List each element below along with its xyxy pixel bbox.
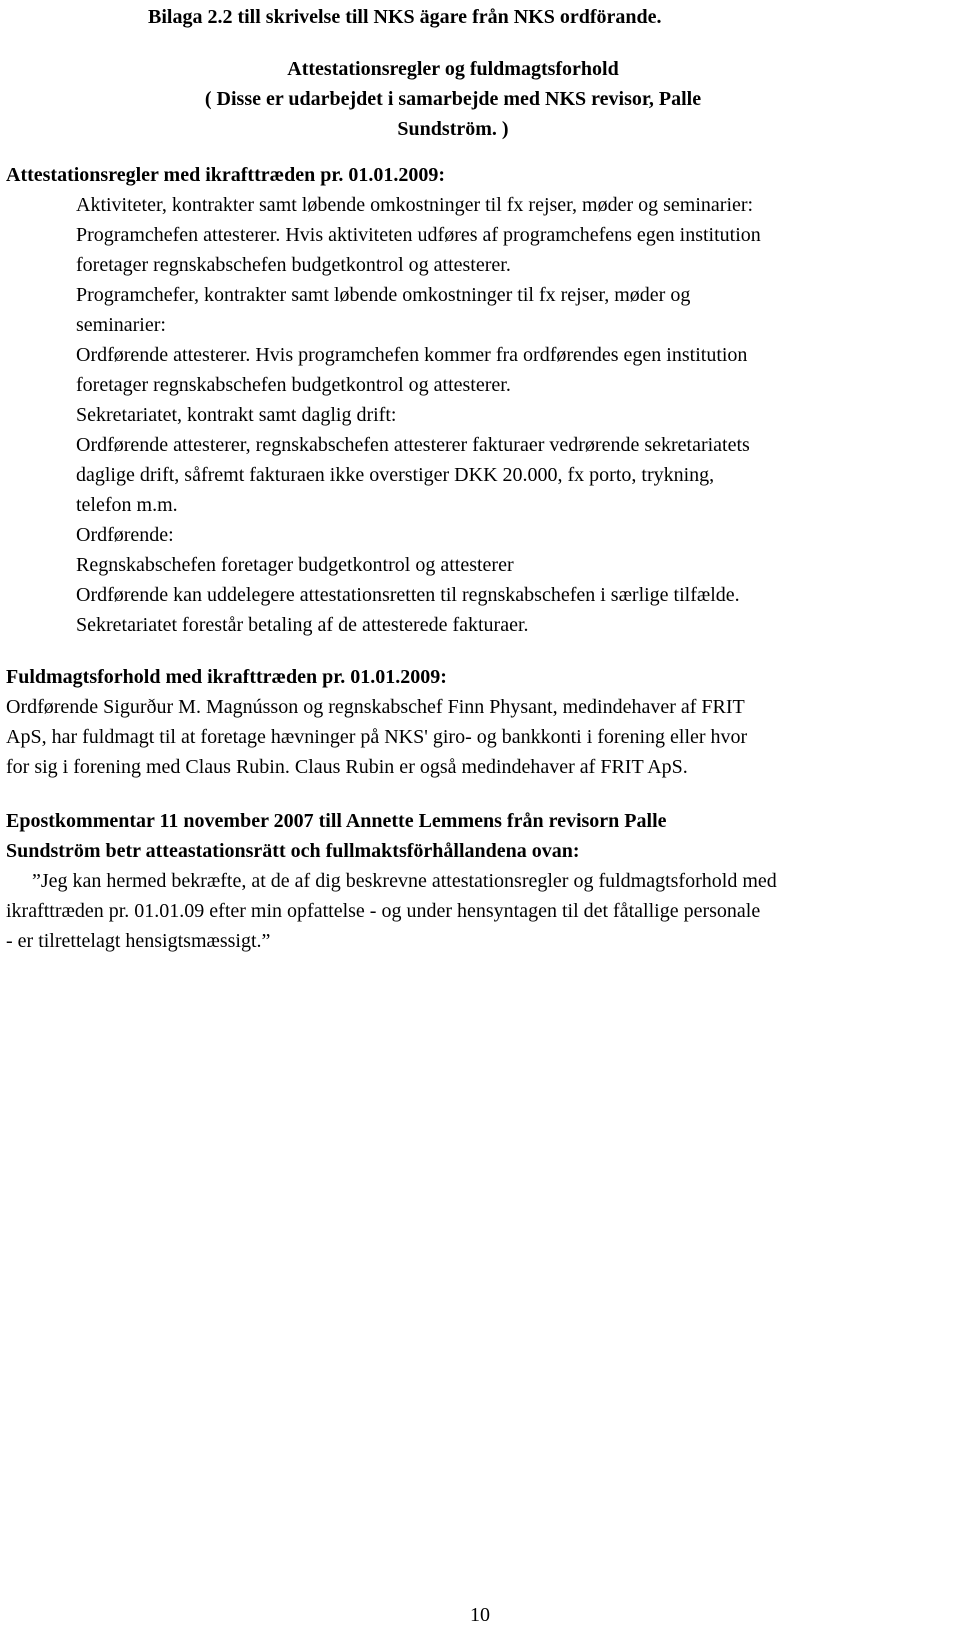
attestation-line-7: foretager regnskabschefen budgetkontrol og attesterer. [76, 374, 511, 396]
header-subtitle-line-2: Sundström. ) [397, 118, 509, 140]
attestation-line-15: Sekretariatet forestår betaling af de attesterede fakturaer. [76, 614, 529, 636]
attestation-line-9: Ordførende attesterer, regnskabschefen attesterer fakturaer vedrørende sekretariatets [76, 434, 750, 456]
email-quote-line-2: ikrafttræden pr. 01.01.09 efter min opfattelse - og under hensyntagen til det fåtallige personale [6, 900, 761, 922]
attestation-line-12: Ordførende: [76, 524, 174, 546]
attestation-line-13: Regnskabschefen foretager budgetkontrol og attesterer [76, 554, 514, 576]
attestation-line-3: foretager regnskabschefen budgetkontrol og attesterer. [76, 254, 511, 276]
email-quote-line-1: ”Jeg kan hermed bekræfte, at de af dig beskrevne attestationsregler og fuldmagtsforhold med [32, 870, 777, 892]
fuldmagt-line-1: Ordførende Sigurður M. Magnússon og regnskabschef Finn Physant, medindehaver af FRIT [6, 696, 745, 718]
attestation-line-14: Ordførende kan uddelegere attestationsretten til regnskabschefen i særlige tilfælde. [76, 584, 740, 606]
email-heading-line-2: Sundström betr atteastationsrätt och fullmaktsförhållandena ovan: [6, 840, 580, 862]
attestation-line-5: seminarier: [76, 314, 166, 336]
attestation-line-2: Programchefen attesterer. Hvis aktiviteten udføres af programchefens egen institution [76, 224, 761, 246]
page-number: 10 [470, 1604, 490, 1626]
header-subtitle-line-1: ( Disse er udarbejdet i samarbejde med NKS revisor, Palle [204, 88, 702, 110]
attestation-line-10: daglige drift, såfremt fakturaen ikke overstiger DKK 20.000, fx porto, trykning, [76, 464, 715, 486]
attestation-heading: Attestationsregler med ikrafttræden pr. 01.01.2009: [6, 164, 446, 186]
attestation-line-6: Ordførende attesterer. Hvis programchefen kommer fra ordførendes egen institution [76, 344, 748, 366]
header-title: Attestationsregler og fuldmagtsforhold [287, 58, 619, 80]
attestation-line-1: Aktiviteter, kontrakter samt løbende omkostninger til fx rejser, møder og seminarier: [76, 194, 754, 216]
bilaga-line: Bilaga 2.2 till skrivelse till NKS ägare från NKS ordförande. [148, 6, 662, 28]
attestation-line-11: telefon m.m. [76, 494, 178, 516]
attestation-line-4: Programchefer, kontrakter samt løbende omkostninger til fx rejser, møder og [76, 284, 691, 306]
fuldmagt-line-2: ApS, har fuldmagt til at foretage hævninger på NKS' giro- og bankkonti i forening eller hvor [6, 726, 748, 748]
fuldmagt-line-3: for sig i forening med Claus Rubin. Claus Rubin er også medindehaver af FRIT ApS. [6, 756, 688, 778]
email-quote-line-3: - er tilrettelagt hensigtsmæssigt.” [6, 930, 271, 952]
fuldmagt-heading: Fuldmagtsforhold med ikrafttræden pr. 01.01.2009: [6, 666, 447, 688]
header-title-block [148, 54, 758, 144]
email-heading-line-1: Epostkommentar 11 november 2007 till Annette Lemmens från revisorn Palle [6, 810, 667, 832]
attestation-line-8: Sekretariatet, kontrakt samt daglig drift: [76, 404, 397, 426]
